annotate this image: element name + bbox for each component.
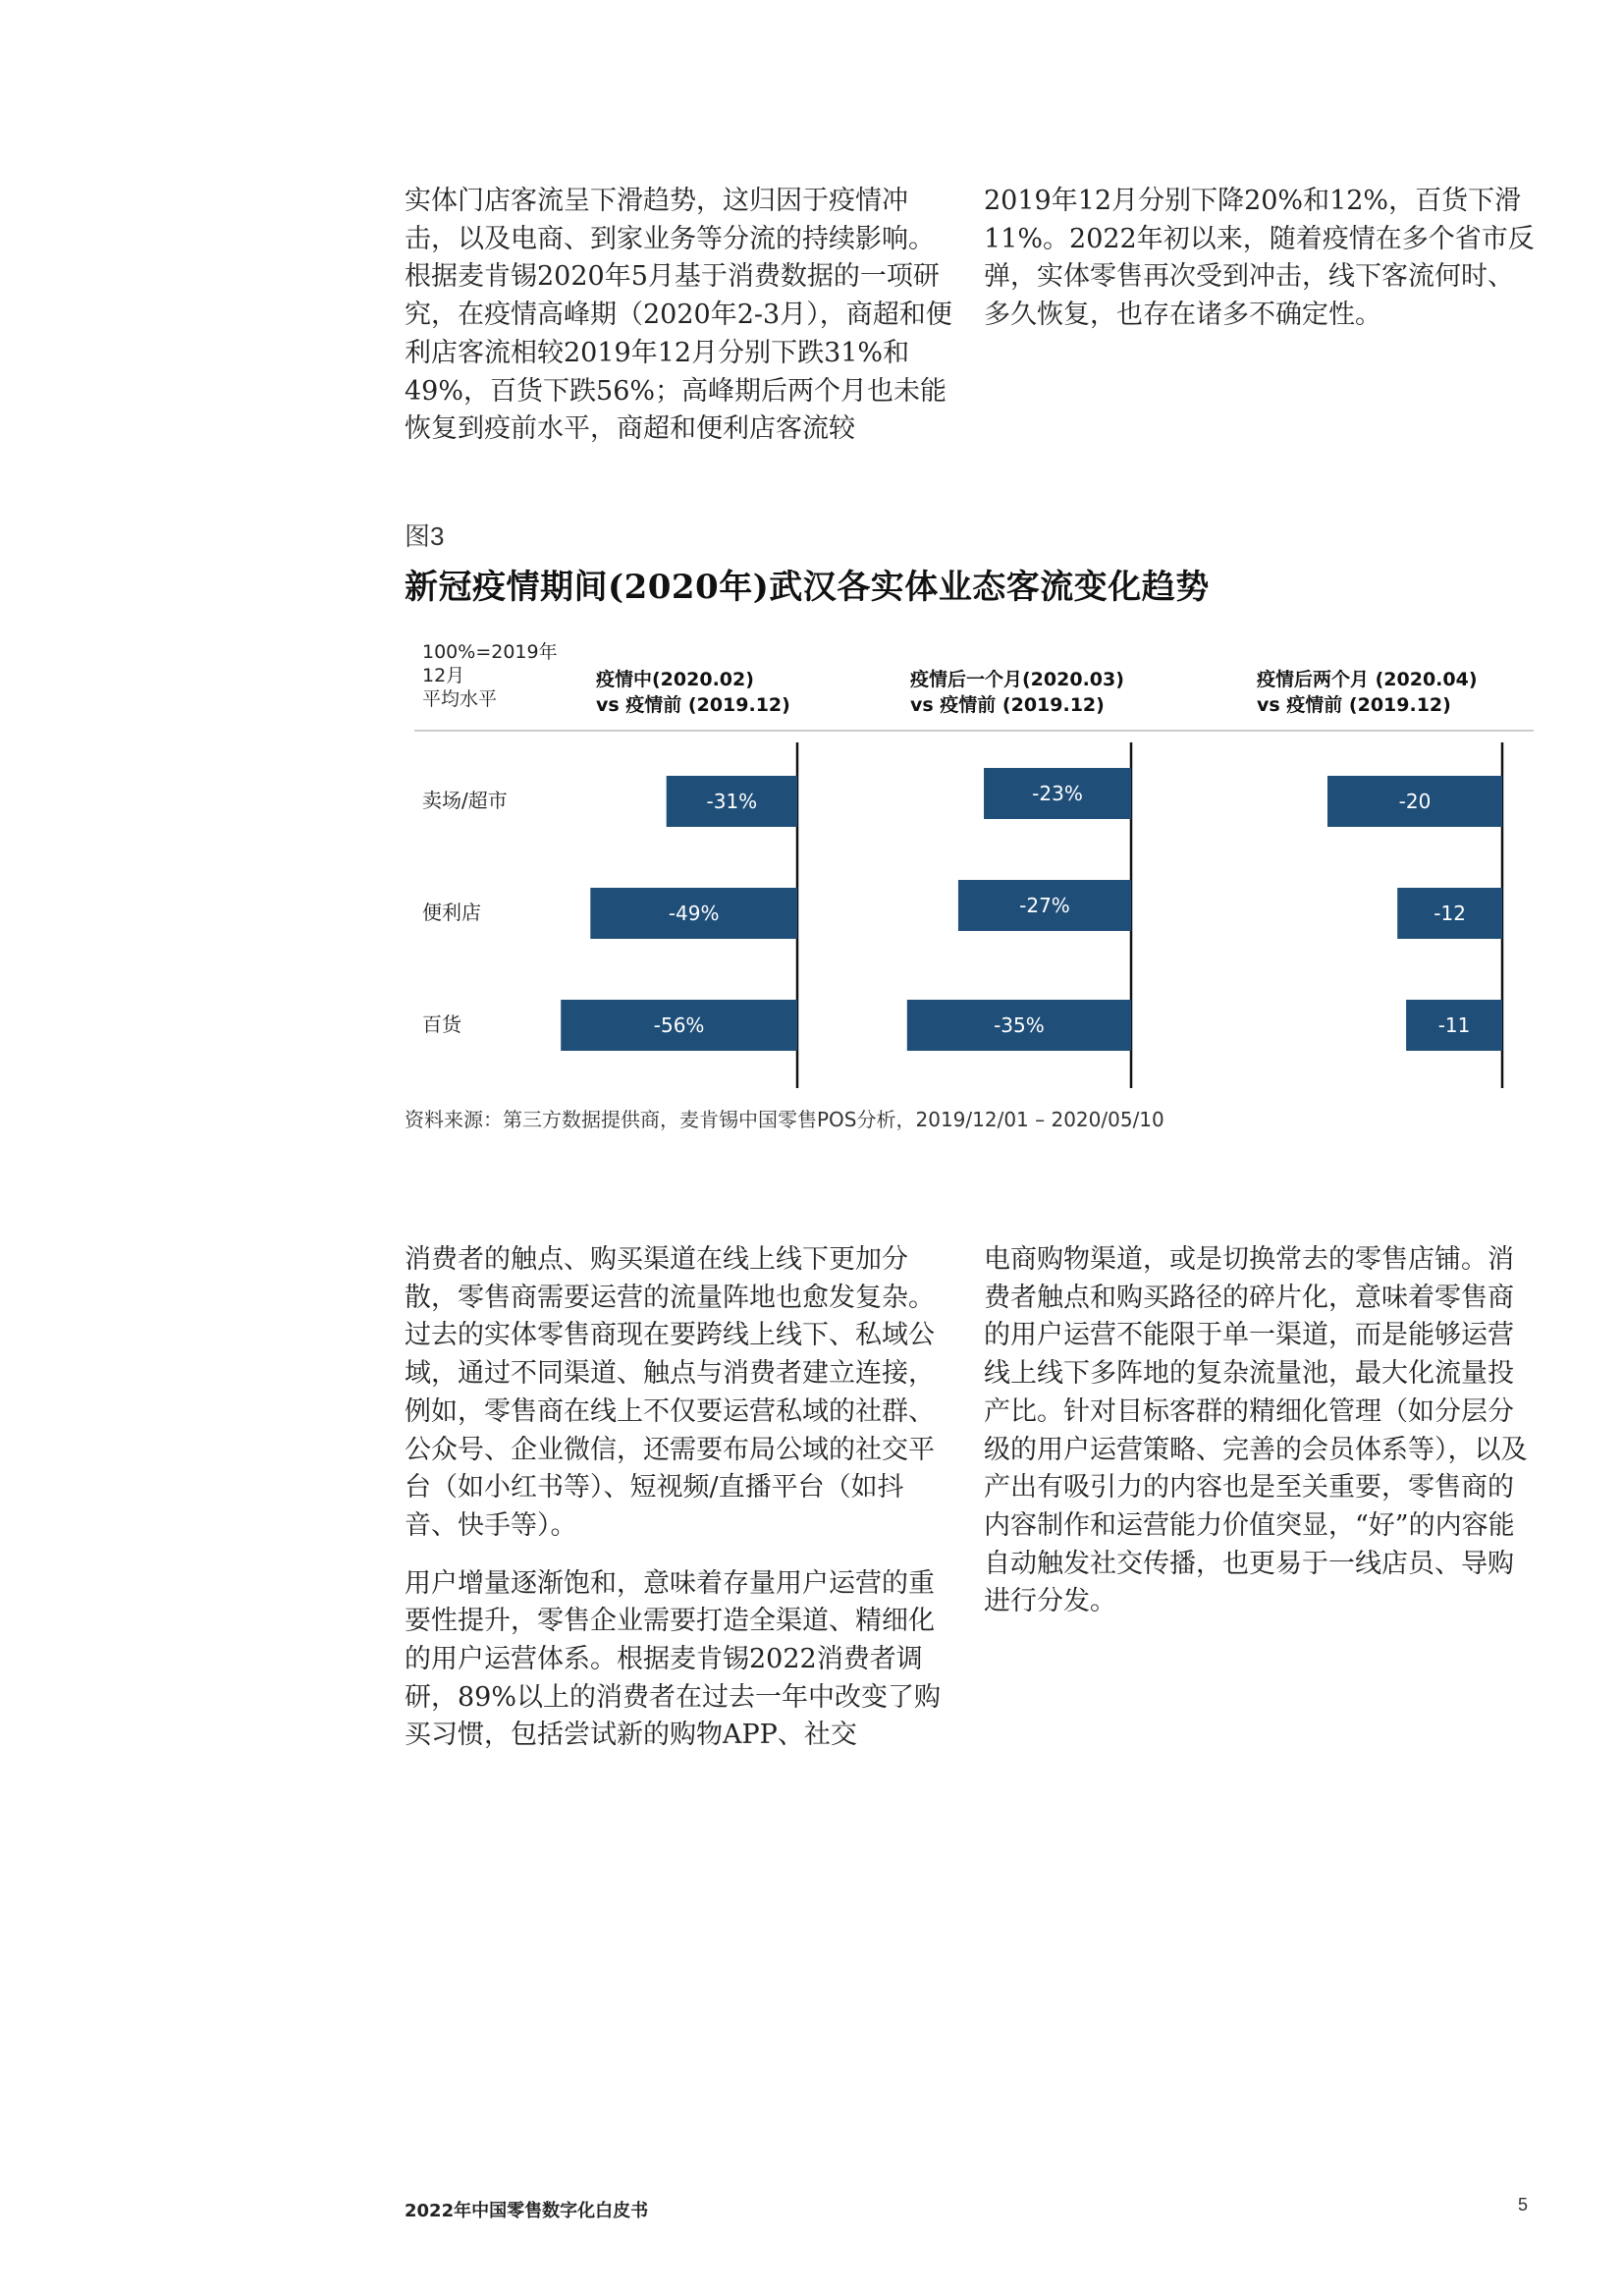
bottom-left-paragraphs: [405, 1241, 956, 1775]
body-text-1: 消费者的触点、购买渠道在线上线下更加分散，零售商需要运营的流量阵地也愈发复杂。过去的实体零售商现在要跨线上线下、私域公域，通过不同渠道、触点与消费者建立连接，例如，零售商在线上不仅要运营私域的社群、公众号、企业微信，还需要布局公域的社交平台（如小红书等）、短视频/直播平台（如抖音、快手等）。: [405, 1244, 935, 1541]
panel-header: vs 疫情前 (2019.12): [910, 694, 1105, 716]
category-label: 百货: [422, 1012, 461, 1036]
panel-header: 疫情后一个月(2020.03): [910, 669, 1124, 690]
figure-source: 资料来源：第三方数据提供商，麦肯锡中国零售POS分析，2019/12/01 – 2020/05/10: [405, 1108, 1164, 1131]
top-right-paragraph: [984, 183, 1536, 355]
baseline-note: 100%=2019年: [422, 641, 558, 663]
category-label: 卖场/超市: [422, 789, 508, 812]
baseline-note: 平均水平: [422, 688, 498, 710]
category-label: 便利店: [422, 901, 481, 924]
body-text: 电商购物渠道，或是切换常去的零售店铺。消费者触点和购买路径的碎片化，意味着零售商的用户运营不能限于单一渠道，而是能够运营线上线下多阵地的复杂流量池，最大化流量投产比。针对目标客群的精细化管理（如分层分级的用户运营策略、完善的会员体系等），以及产出有吸引力的内容也是至关重要，零售商的内容制作和运营能力价值突显，“好”的内容能自动触发社交传播，也更易于一线店员、导购进行分发。: [984, 1244, 1528, 1617]
panel-header: vs 疫情前 (2019.12): [596, 694, 790, 716]
top-left-paragraph: [405, 183, 956, 468]
bar-value-label: -12: [1434, 902, 1466, 925]
bar-value-label: -49%: [668, 902, 720, 925]
figure-title: 新冠疫情期间(2020年)武汉各实体业态客流变化趋势: [405, 568, 1210, 607]
panel-header: 疫情中(2020.02): [596, 669, 754, 690]
body-text-2: 用户增量逐渐饱和，意味着存量用户运营的重要性提升，零售企业需要打造全渠道、精细化的用户运营体系。根据麦肯锡2022消费者调研，89%以上的消费者在过去一年中改变了购买习惯，包括尝试新的购物APP、社交: [405, 1567, 942, 1751]
traffic-change-chart: [405, 636, 1534, 1088]
bar-value-label: -20: [1398, 790, 1432, 813]
bar-value-label: -23%: [1032, 782, 1083, 805]
page-number: 5: [1518, 2195, 1529, 2214]
panel-header: vs 疫情前 (2019.12): [1257, 694, 1451, 716]
footer-title: 2022年中国零售数字化白皮书: [405, 2201, 649, 2221]
bar-value-label: -27%: [1019, 894, 1070, 917]
baseline-note: 12月: [422, 665, 465, 686]
bar-value-label: -11: [1437, 1013, 1471, 1037]
body-text: 2019年12月分别下降20%和12%，百货下滑11%。2022年初以来，随着疫情在多个省市反弹，实体零售再次受到冲击，线下客流何时、多久恢复，也存在诸多不确定性。: [984, 186, 1535, 331]
bar-value-label: -56%: [653, 1013, 705, 1037]
panel-header: 疫情后两个月 (2020.04): [1257, 669, 1478, 690]
bottom-right-paragraph: [984, 1241, 1536, 1641]
figure-label: 图3: [405, 521, 445, 551]
bar-value-label: -35%: [994, 1013, 1045, 1037]
body-text: 实体门店客流呈下滑趋势，这归因于疫情冲击，以及电商、到家业务等分流的持续影响。根据麦肯锡2020年5月基于消费数据的一项研究，在疫情高峰期（2020年2-3月），商超和便利店客流相较2019年12月分别下跌31%和49%，百货下跌56%；高峰期后两个月也未能恢复到疫前水平，商超和便利店客流较: [405, 186, 952, 445]
bar-value-label: -31%: [706, 790, 758, 813]
